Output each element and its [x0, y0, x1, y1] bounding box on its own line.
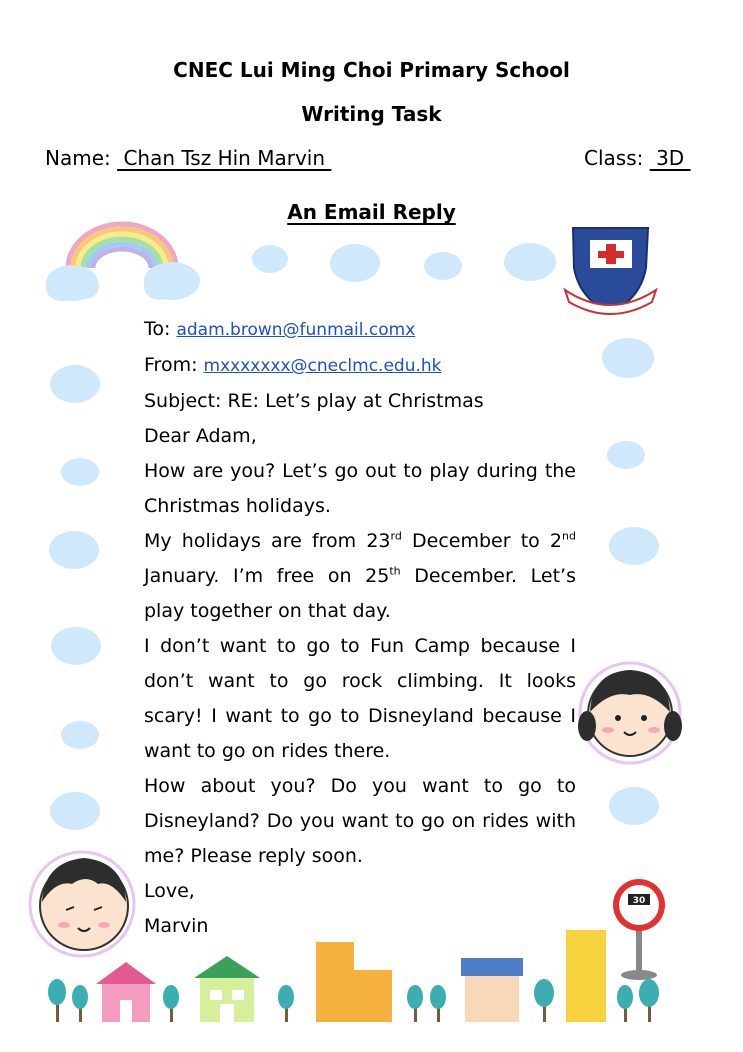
bus-stop-sign-icon: [613, 879, 665, 980]
cloud-icon: [144, 262, 200, 300]
email-body: [144, 312, 576, 944]
to-line: To: adam.brown@funmail.comx: [144, 318, 416, 340]
school-crest-icon: [565, 228, 656, 314]
paragraph-2: My holidays are from 23rd December to 2nd January. I’m free on 25th December. Let’s play together on that day.: [144, 529, 576, 622]
document-title: An Email Reply: [287, 200, 456, 224]
building-icon: [316, 942, 392, 1022]
subject-line: Subject: RE: Let’s play at Christmas: [144, 390, 484, 412]
task-title: Writing Task: [301, 102, 442, 126]
tree-icon: [534, 979, 554, 1022]
tree-icon: [639, 979, 659, 1022]
paragraph-4: How about you? Do you want to go to Disneyland? Do you want to go on rides with me? Please reply soon.: [144, 775, 576, 867]
greeting: Dear Adam,: [144, 425, 257, 447]
to-email-link[interactable]: adam.brown@funmail.comx: [176, 320, 416, 340]
girl-face-icon: [578, 663, 682, 763]
tree-icon: [617, 985, 633, 1022]
cloud-icon: [330, 244, 380, 282]
paragraph-3: I don’t want to go to Fun Camp because I don’t want to go rock climbing. It looks scary! I want to go to Disneyland because I want to go on rides there.: [144, 635, 576, 762]
bus-route-number: 30: [632, 896, 646, 906]
name-value: Chan Tsz Hin Marvin: [117, 146, 332, 170]
name-label: Name:: [45, 146, 111, 170]
building-icon: [461, 958, 523, 1022]
paragraph-1: How are you? Let’s go out to play during the Christmas holidays.: [144, 460, 576, 517]
school-name: CNEC Lui Ming Choi Primary School: [173, 58, 570, 82]
cloud-icon: [252, 245, 288, 273]
cloud-icon: [50, 792, 100, 830]
cloud-icon: [49, 531, 99, 569]
cloud-icon: [61, 458, 99, 486]
cloud-icon: [424, 252, 462, 280]
cloud-icon: [609, 787, 659, 825]
cloud-icon: [602, 338, 654, 378]
cloud-icon: [609, 527, 659, 565]
cloud-icon: [61, 721, 99, 749]
cloud-icon: [46, 265, 99, 301]
boy-face-icon: [30, 852, 134, 956]
tree-icon: [278, 985, 294, 1022]
from-line: From: mxxxxxxx@cneclmc.edu.hk: [144, 354, 442, 376]
class-label: Class:: [584, 146, 644, 170]
cloud-icon: [51, 627, 101, 665]
cloud-icon: [50, 365, 100, 403]
closing: Love,: [144, 880, 195, 902]
cloud-icon: [607, 441, 645, 469]
house-icon: [194, 956, 260, 1022]
tree-icon: [163, 985, 179, 1022]
tree-icon: [48, 979, 66, 1022]
cloud-icon: [504, 243, 556, 281]
tree-icon: [430, 985, 446, 1022]
from-email-link[interactable]: mxxxxxxx@cneclmc.edu.hk: [203, 356, 442, 376]
tree-icon: [407, 985, 423, 1022]
rainbow-icon: [68, 224, 176, 268]
tree-icon: [72, 985, 88, 1022]
house-icon: [96, 962, 156, 1022]
class-value: 3D: [649, 146, 691, 170]
signature: Marvin: [144, 915, 209, 937]
